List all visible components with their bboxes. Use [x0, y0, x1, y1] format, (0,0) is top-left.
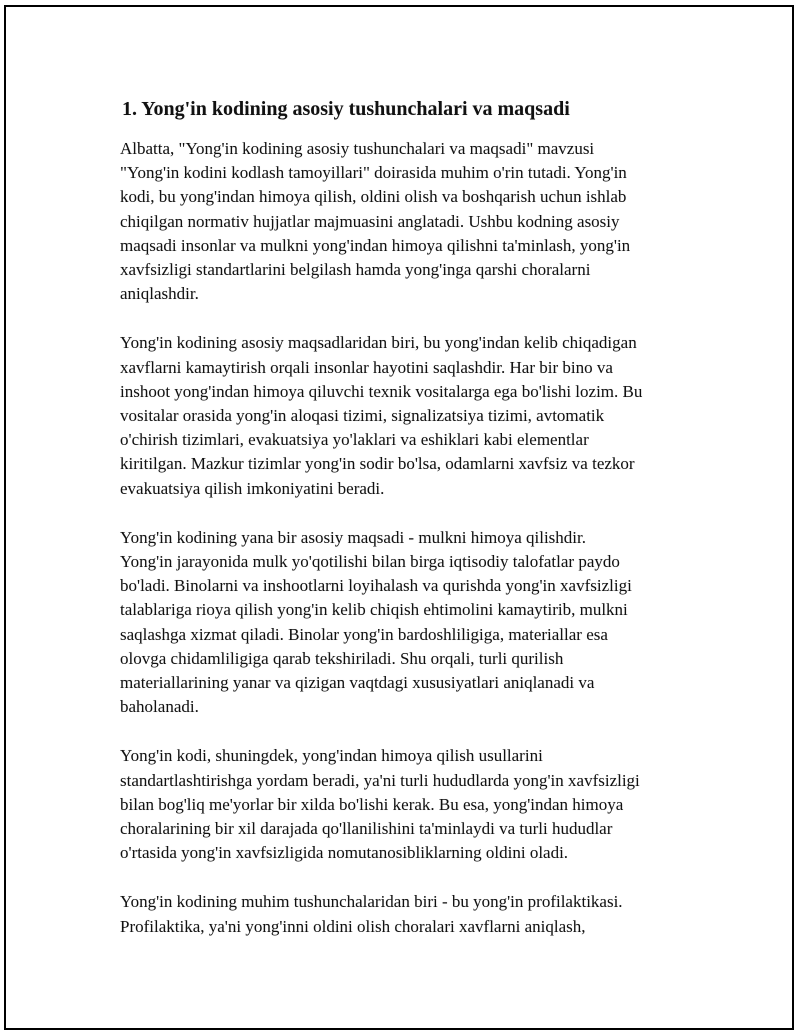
section-heading: 1. Yong'in kodining asosiy tushunchalari va maqsadi — [122, 98, 570, 120]
text-line: kodi, bu yong'indan himoya qilish, oldini olish va boshqarish uchun ishlab — [120, 187, 627, 207]
text-line: Yong'in kodi, shuningdek, yong'indan himoya qilish usullarini — [120, 746, 543, 766]
text-line: aniqlashdir. — [120, 284, 199, 304]
text-line: xavflarni kamaytirish orqali insonlar hayotini saqlashdir. Har bir bino va — [120, 357, 613, 377]
text-line: Yong'in jarayonida mulk yo'qotilishi bilan birga iqtisodiy talofatlar paydo — [120, 552, 620, 572]
page-frame — [4, 5, 794, 1030]
paragraph-container — [120, 137, 695, 939]
text-line: chiqilgan normativ hujjatlar majmuasini anglatadi. Ushbu kodning asosiy — [120, 211, 620, 231]
text-line: o'rtasida yong'in xavfsizligida nomutanosibliklarning oldini oladi. — [120, 843, 569, 863]
paragraph — [120, 744, 695, 865]
text-line: bo'ladi. Binolarni va inshootlarni loyihalash va qurishda yong'in xavfsizligi — [120, 576, 632, 596]
paragraph — [120, 331, 695, 500]
text-line: Yong'in kodining asosiy maqsadlaridan biri, bu yong'indan kelib chiqadigan — [120, 333, 637, 353]
text-line: inshoot yong'indan himoya qiluvchi texnik vositalarga ega bo'lishi lozim. Bu — [120, 381, 643, 401]
document-body — [120, 97, 695, 964]
text-line: choralarining bir xil darajada qo'llanilishini ta'minlaydi va turli hududlar — [120, 819, 613, 839]
text-line: xavfsizligi standartlarini belgilash hamda yong'inga qarshi choralarni — [120, 260, 591, 280]
text-line: Yong'in kodining yana bir asosiy maqsadi - mulkni himoya qilishdir. — [120, 527, 586, 547]
text-line: o'chirish tizimlari, evakuatsiya yo'laklari va eshiklari kabi elementlar — [120, 430, 589, 450]
text-line: maqsadi insonlar va mulkni yong'indan himoya qilishni ta'minlash, yong'in — [120, 235, 631, 255]
text-line: standartlashtirishga yordam beradi, ya'ni turli hududlarda yong'in xavfsizligi — [120, 770, 640, 790]
text-line: saqlashga xizmat qiladi. Binolar yong'in bardoshliligiga, materiallar esa — [120, 624, 608, 644]
text-line: bilan bog'liq me'yorlar bir xilda bo'lishi kerak. Bu esa, yong'indan himoya — [120, 794, 624, 814]
text-line: olovga chidamliligiga qarab tekshiriladi. Shu orqali, turli qurilish — [120, 648, 564, 668]
text-line: evakuatsiya qilish imkoniyatini beradi. — [120, 478, 385, 498]
text-line: baholanadi. — [120, 697, 199, 717]
text-line: Albatta, "Yong'in kodining asosiy tushunchalari va maqsadi" mavzusi — [120, 139, 595, 158]
text-line: kiritilgan. Mazkur tizimlar yong'in sodir bo'lsa, odamlarni xavfsiz va tezkor — [120, 454, 635, 474]
text-line: talablariga rioya qilish yong'in kelib chiqish ehtimolini kamaytirib, mulkni — [120, 600, 628, 620]
text-line: vositalar orasida yong'in aloqasi tizimi, signalizatsiya tizimi, avtomatik — [120, 406, 605, 426]
text-line: Yong'in kodining muhim tushunchalaridan biri - bu yong'in profilaktikasi. — [120, 892, 623, 912]
text-line: Profilaktika, ya'ni yong'inni oldini olish choralari xavflarni aniqlash, — [120, 916, 586, 936]
text-line: materiallarining yanar va qizigan vaqtdagi xususiyatlari aniqlanadi va — [120, 673, 595, 693]
paragraph — [120, 526, 695, 720]
paragraph — [120, 137, 695, 306]
paragraph — [120, 890, 695, 938]
text-line: "Yong'in kodini kodlash tamoyillari" doirasida muhim o'rin tutadi. Yong'in — [120, 163, 627, 183]
